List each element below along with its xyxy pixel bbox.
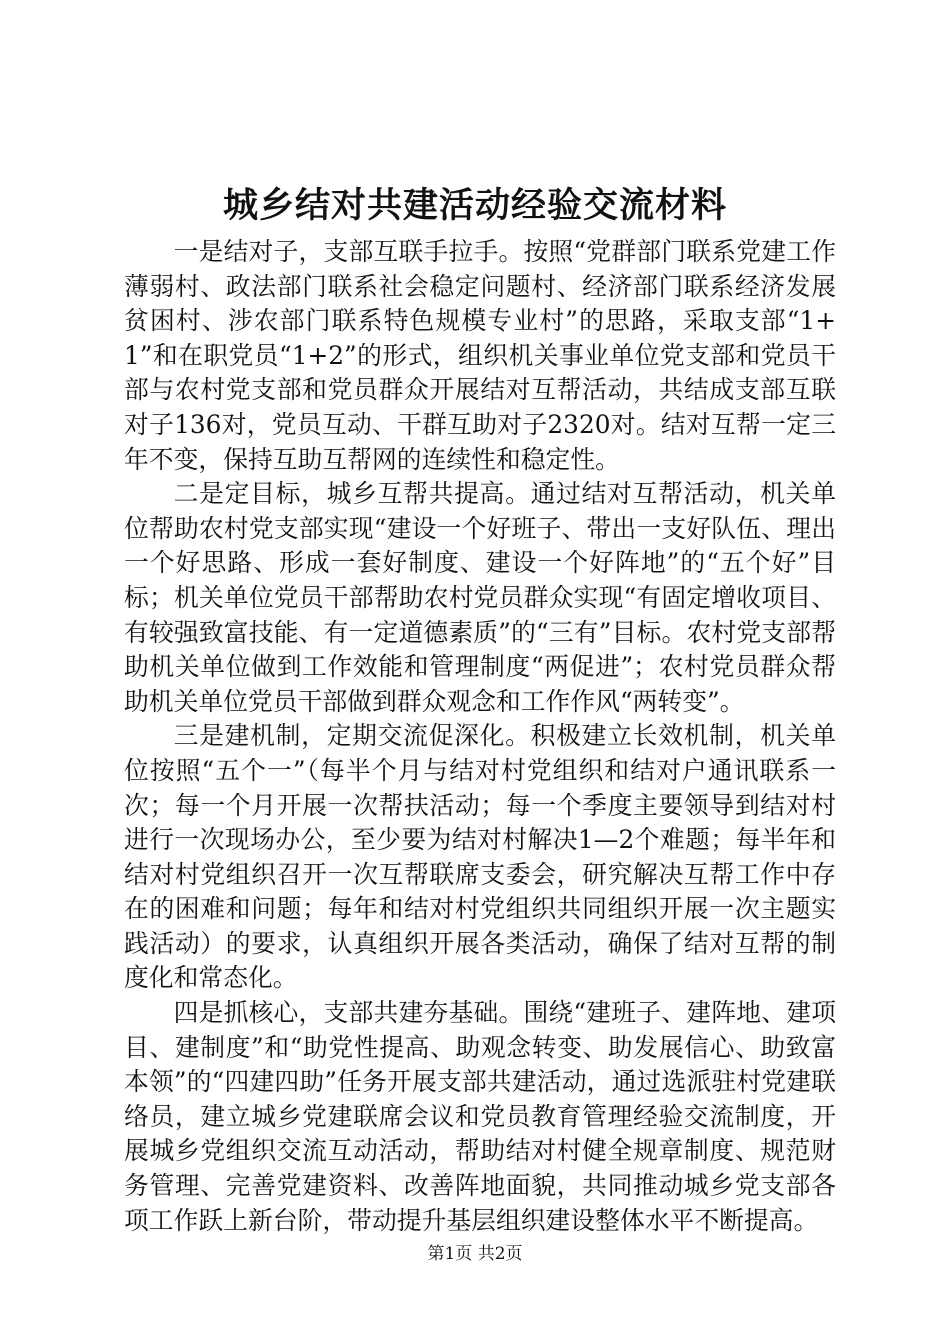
document-body xyxy=(124,235,836,1238)
paragraph-2: 二是定目标，城乡互帮共提高。通过结对互帮活动，机关单位帮助农村党支部实现“建设一个好班子、带出一支好队伍、理出一个好思路、形成一套好制度、建设一个好阵地”的“五个好”目标；机关单位党员干部帮助农村党员群众实现“有固定增收项目、有较强致富技能、有一定道德素质”的“三有”目标。农村党支部帮助机关单位做到工作效能和管理制度“两促进”；农村党员群众帮助机关单位党员干部做到群众观念和工作作风“两转变”。 xyxy=(124,479,836,716)
paragraph-3: 三是建机制，定期交流促深化。积极建立长效机制，机关单位按照“五个一”（每半个月与结对村党组织和结对户通讯联系一次；每一个月开展一次帮扶活动；每一个季度主要领导到结对村进行一次现场办公，至少要为结对村解决1—2个难题；每半年和结对村党组织召开一次互帮联席支委会，研究解决互帮工作中存在的困难和问题；每年和结对村党组织共同组织开展一次主题实践活动）的要求，认真组织开展各类活动，确保了结对互帮的制度化和常态化。 xyxy=(124,721,836,993)
document-title: 城乡结对共建活动经验交流材料 xyxy=(222,185,727,226)
paragraph-1: 一是结对子，支部互联手拉手。按照“党群部门联系党建工作薄弱村、政法部门联系社会稳定问题村、经济部门联系经济发展贫困村、涉农部门联系特色规模专业村”的思路，采取支部“1+1”和在职党员“1+2”的形式，组织机关事业单位党支部和党员干部与农村党支部和党员群众开展结对互帮活动，共结成支部互联对子136对，党员互动、干群互助对子2320对。结对互帮一定三年不变，保持互助互帮网的连续性和稳定性。 xyxy=(124,237,836,474)
page-number-footer: 第1页 共2页 xyxy=(427,1244,523,1264)
paragraph-4: 四是抓核心，支部共建夯基础。围绕“建班子、建阵地、建项目、建制度”和“助党性提高、助观念转变、助发展信心、助致富本领”的“四建四助”任务开展支部共建活动，通过选派驻村党建联络员，建立城乡党建联席会议和党员教育管理经验交流制度，开展城乡党组织交流互动活动，帮助结对村健全规章制度、规范财务管理、完善党建资料、改善阵地面貌，共同推动城乡党支部各项工作跃上新台阶，带动提升基层组织建设整体水平不断提高。 xyxy=(124,998,836,1235)
